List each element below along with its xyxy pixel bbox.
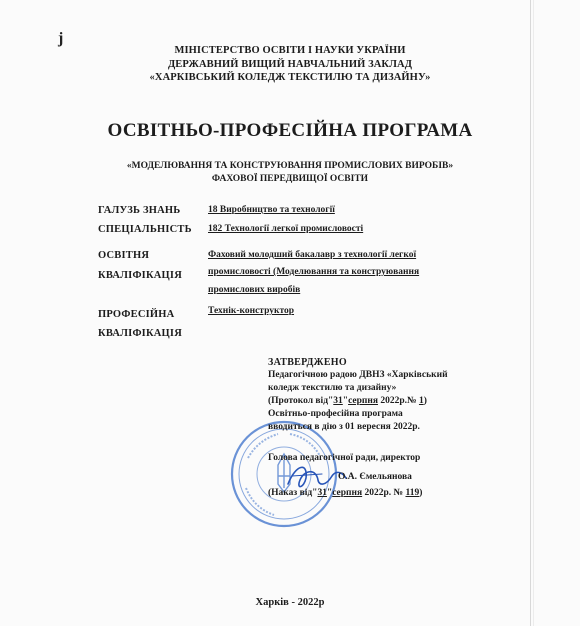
subtitle-line: ФАХОВОЇ ПЕРЕДВИЩОЇ ОСВІТИ bbox=[211, 173, 369, 184]
specialty-label: СПЕЦІАЛЬНІСТЬ bbox=[98, 224, 192, 235]
program-subtitle bbox=[80, 160, 500, 185]
edu-qualification-value: промислових виробів bbox=[208, 285, 301, 295]
place-year: Харків - 2022р bbox=[255, 597, 325, 608]
edu-qualification-label: КВАЛІФІКАЦІЯ bbox=[98, 270, 182, 281]
edu-qualification-value: промисловості (Моделювання та конструювання bbox=[208, 267, 420, 277]
branch-value: 18 Виробництво та технології bbox=[208, 205, 335, 215]
approval-heading: ЗАТВЕРДЖЕНО bbox=[268, 357, 347, 368]
protocol-day: 31 bbox=[333, 396, 343, 406]
protocol-prefix: (Протокол від" bbox=[268, 396, 334, 406]
signatory-name: О.А. Ємельянова bbox=[338, 472, 412, 482]
chair-line: Голова педагогічної ради, директор bbox=[268, 453, 421, 463]
protocol-month: серпня bbox=[348, 396, 378, 406]
document-title: ОСВІТНЬО-ПРОФЕСІЙНА ПРОГРАМА bbox=[107, 120, 473, 141]
protocol-line bbox=[268, 395, 508, 408]
edu-qualification-value: Фаховий молодший бакалавр з технології легкої bbox=[208, 250, 417, 260]
order-quote: " bbox=[326, 488, 333, 498]
protocol-end: ) bbox=[423, 396, 427, 406]
protocol-number: 1 bbox=[418, 396, 424, 406]
page-edge-line bbox=[533, 0, 534, 626]
header-line: ДЕРЖАВНИЙ ВИЩИЙ НАВЧАЛЬНИЙ ЗАКЛАД bbox=[167, 58, 413, 70]
page-edge-line bbox=[530, 0, 531, 626]
order-year: 2022р. № bbox=[362, 488, 406, 498]
approval-line: Педагогічною радою ДВНЗ «Харківський bbox=[268, 370, 448, 380]
program-line: Освітньо-професійна програма bbox=[268, 409, 403, 419]
prof-qualification-label: ПРОФЕСІЙНА bbox=[98, 309, 175, 320]
header-line: МІНІСТЕРСТВО ОСВІТИ І НАУКИ УКРАЇНИ bbox=[174, 45, 406, 56]
prof-qualification-value: Технік-конструктор bbox=[208, 306, 295, 316]
edu-qualification-label: ОСВІТНЯ bbox=[98, 250, 150, 261]
protocol-quote: " bbox=[342, 396, 349, 406]
approval-line: коледж текстилю та дизайну» bbox=[268, 383, 397, 393]
order-number: 119 bbox=[405, 488, 420, 498]
order-line bbox=[268, 487, 508, 500]
specialty-value: 182 Технології легкої промисловості bbox=[208, 224, 364, 234]
order-month: серпня bbox=[332, 488, 363, 498]
effective-line: вводиться в дію з 01 вересня 2022р. bbox=[268, 422, 420, 432]
order-day: 31 bbox=[317, 488, 327, 498]
order-end: ) bbox=[419, 488, 423, 498]
order-prefix: (Наказ від" bbox=[268, 488, 318, 498]
ministry-header bbox=[100, 44, 480, 85]
approval-block bbox=[268, 356, 508, 500]
branch-label: ГАЛУЗЬ ЗНАНЬ bbox=[98, 205, 181, 216]
subtitle-line: «МОДЕЛЮВАННЯ ТА КОНСТРУЮВАННЯ ПРОМИСЛОВИХ ВИРОБІВ» bbox=[126, 161, 454, 171]
prof-qualification-label: КВАЛІФІКАЦІЯ bbox=[98, 328, 182, 339]
protocol-year: 2022р.№ bbox=[377, 396, 419, 406]
scan-mark: j bbox=[58, 30, 64, 47]
header-line: «ХАРКІВСЬКИЙ КОЛЕДЖ ТЕКСТИЛЮ ТА ДИЗАЙНУ» bbox=[149, 72, 431, 83]
